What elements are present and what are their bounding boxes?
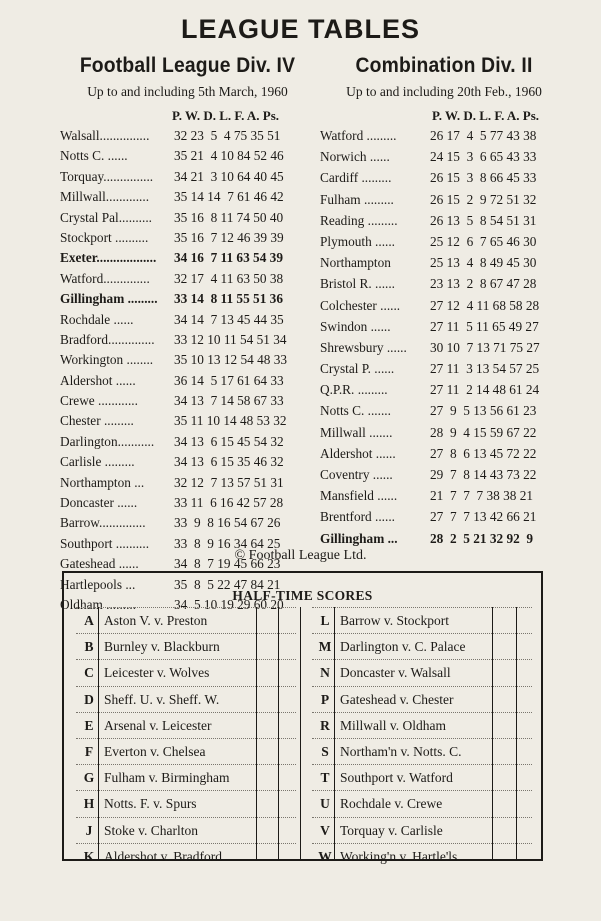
half-time-row	[312, 712, 532, 738]
team-name: Notts C. .......	[320, 403, 391, 419]
match-letter: A	[84, 613, 94, 628]
half-time-row	[312, 607, 532, 633]
team-name: Rochdale ......	[60, 311, 134, 327]
team-stats: 32 23 5 4 75 35 51	[174, 128, 281, 143]
half-time-row	[76, 686, 296, 712]
team-stats: 25 13 4 8 49 45 30	[430, 255, 537, 271]
team-name: Reading .........	[320, 212, 398, 228]
team-stats: 34 13 7 14 58 67 33	[174, 393, 284, 409]
team-stats: 32 17 4 11 63 50 38	[174, 270, 284, 286]
match-name: Stoke v. Charlton	[104, 822, 198, 838]
combination-subtitle: Up to and including 20th Feb., 1960	[346, 84, 542, 99]
team-name: Hartlepools ...	[60, 576, 136, 592]
team-stats: 30 10 7 13 71 75 27	[430, 339, 540, 355]
team-name: Darlington...........	[60, 433, 155, 449]
team-name: Q.P.R. .........	[320, 382, 388, 398]
team-stats: 27 8 6 13 45 72 22	[430, 445, 537, 461]
team-stats: 35 16 7 12 46 39 39	[174, 229, 284, 245]
team-name: Aldershot ......	[60, 372, 136, 388]
div-iv-column-headers: P. W. D. L. F. A. Ps.	[172, 108, 280, 123]
team-stats: 26 15 2 9 72 51 32	[430, 191, 537, 207]
team-stats: 27 12 4 11 68 58 28	[430, 297, 540, 313]
half-time-row	[312, 633, 532, 659]
team-stats: 32 12 7 13 57 51 31	[174, 474, 284, 490]
team-name: Gillingham ...	[320, 530, 398, 546]
match-name: Notts. F. v. Spurs	[104, 796, 197, 812]
team-stats: 35 21 4 10 84 52 46	[174, 148, 284, 164]
match-letter: B	[84, 639, 94, 655]
team-stats: 34 5 10 19 29 60 20	[174, 596, 284, 612]
team-stats: 21 7 7 7 38 38 21	[430, 488, 534, 504]
div-iv-header	[60, 54, 315, 100]
team-name: Crystal Pal..........	[60, 209, 152, 225]
match-letter: W	[318, 848, 332, 864]
half-time-row	[76, 712, 296, 738]
team-name: Bristol R. ......	[320, 276, 395, 292]
half-time-scores-box	[62, 571, 543, 864]
team-name: Aldershot ......	[320, 445, 396, 461]
team-stats: 34 13 6 15 35 46 32	[174, 454, 284, 470]
team-name: Northampton ...	[60, 474, 145, 490]
match-letter: U	[320, 796, 330, 812]
team-name: Barrow..............	[60, 515, 146, 531]
half-time-row	[76, 738, 296, 764]
half-time-row	[312, 764, 532, 790]
team-name: Millwall .......	[320, 424, 393, 440]
team-name: Mansfield ......	[320, 488, 398, 504]
match-name: Everton v. Chelsea	[104, 743, 206, 759]
team-name: Notts C. ......	[60, 148, 128, 164]
combination-title: Combination Div. II	[355, 54, 533, 77]
team-stats: 34 21 3 10 64 40 45	[174, 168, 284, 184]
team-name: Swindon ......	[320, 318, 391, 334]
match-letter: J	[85, 822, 93, 838]
match-name: Arsenal v. Leicester	[104, 717, 212, 733]
half-time-row	[312, 817, 532, 843]
team-stats: 24 15 3 6 65 43 33	[430, 149, 537, 165]
team-stats: 27 7 7 13 42 66 21	[430, 509, 537, 525]
team-name: Crewe ............	[60, 393, 138, 409]
match-letter: N	[320, 665, 330, 681]
team-stats: 35 8 5 22 47 84 21	[174, 576, 281, 592]
match-name: Torquay v. Carlisle	[340, 822, 443, 838]
team-stats: 33 9 8 16 54 67 26	[174, 515, 281, 531]
team-name: Watford .........	[320, 128, 397, 143]
copyright-note: © Football League Ltd.	[234, 548, 367, 563]
half-time-row	[312, 843, 532, 869]
team-name: Crystal P. ......	[320, 361, 395, 377]
team-name: Carlisle .........	[60, 454, 135, 470]
half-time-row	[312, 659, 532, 685]
half-time-right-column	[312, 607, 532, 869]
team-stats: 26 17 4 5 77 43 38	[430, 128, 537, 143]
team-name: Cardiff .........	[320, 170, 392, 186]
match-letter: P	[320, 691, 330, 707]
match-name: Northam'n v. Notts. C.	[340, 743, 462, 759]
divider	[300, 607, 301, 859]
match-letter: M	[318, 639, 332, 655]
team-name: Exeter..................	[60, 250, 157, 266]
match-letter: F	[84, 743, 94, 759]
team-stats: 26 13 5 8 54 51 31	[430, 212, 537, 228]
team-name: Bradford..............	[60, 331, 155, 347]
match-name: Millwall v. Oldham	[340, 717, 446, 733]
team-name: Workington ........	[60, 352, 154, 368]
half-time-row	[76, 790, 296, 816]
team-stats: 29 7 8 14 43 73 22	[430, 467, 537, 482]
team-name: Watford..............	[60, 270, 150, 286]
match-letter: T	[320, 770, 330, 786]
team-name: Doncaster ......	[60, 495, 138, 511]
half-time-row	[76, 633, 296, 659]
team-stats: 34 8 7 19 45 66 23	[174, 556, 281, 572]
team-name: Colchester ......	[320, 297, 401, 313]
match-name: Darlington v. C. Palace	[340, 639, 466, 655]
half-time-row	[76, 659, 296, 685]
match-name: Barrow v. Stockport	[340, 613, 449, 628]
match-letter: H	[83, 796, 95, 812]
combination-header	[320, 54, 568, 100]
team-name: Millwall.............	[60, 189, 150, 205]
match-letter: K	[83, 848, 95, 864]
half-time-left-column	[76, 607, 296, 869]
page-title: LEAGUE TABLES	[180, 14, 420, 44]
team-name: Southport ..........	[60, 535, 150, 551]
team-stats: 34 16 7 11 63 54 39	[174, 250, 283, 266]
team-stats: 35 14 14 7 61 46 42	[174, 189, 284, 205]
team-stats: 33 8 9 16 34 64 25	[174, 535, 281, 551]
match-letter: E	[84, 717, 94, 733]
team-stats: 27 11 5 11 65 49 27	[430, 318, 539, 334]
half-time-title: HALF-TIME SCORES	[232, 588, 373, 603]
team-name: Gateshead ......	[60, 556, 139, 572]
team-stats: 36 14 5 17 61 64 33	[174, 372, 284, 388]
team-name: Chester .........	[60, 413, 134, 429]
half-time-row	[76, 764, 296, 790]
team-name: Brentford ......	[320, 509, 395, 525]
team-name: Fulham .........	[320, 191, 394, 207]
team-name: Stockport ..........	[60, 229, 149, 245]
team-stats: 33 11 6 16 42 57 28	[174, 495, 284, 511]
match-letter: L	[320, 613, 330, 628]
team-stats: 34 14 7 13 45 44 35	[174, 311, 284, 327]
div-iv-title: Football League Div. IV	[79, 54, 296, 77]
team-stats: 28 9 4 15 59 67 22	[430, 424, 537, 440]
match-name: Sheff. U. v. Sheff. W.	[104, 691, 220, 707]
team-name: Plymouth ......	[320, 233, 395, 249]
team-stats: 35 10 13 12 54 48 33	[174, 352, 288, 368]
team-stats: 26 15 3 8 66 45 33	[430, 170, 537, 186]
team-name: Northampton	[320, 255, 391, 271]
half-time-row	[76, 843, 296, 869]
team-name: Oldham .........	[60, 596, 137, 612]
match-letter: V	[320, 822, 330, 838]
team-stats: 28 2 5 21 32 92 9	[430, 530, 534, 546]
half-time-row	[312, 790, 532, 816]
team-stats: 27 9 5 13 56 61 23	[430, 403, 537, 419]
match-letter: D	[84, 691, 94, 707]
team-name: Gillingham .........	[60, 291, 158, 307]
team-stats: 34 13 6 15 45 54 32	[174, 433, 284, 449]
team-stats: 35 11 10 14 48 53 32	[174, 413, 287, 429]
match-name: Aston V. v. Preston	[104, 613, 208, 628]
match-name: Rochdale v. Crewe	[340, 796, 443, 812]
team-name: Norwich ......	[320, 149, 390, 165]
match-name: Doncaster v. Walsall	[340, 665, 451, 681]
team-name: Walsall...............	[60, 128, 150, 143]
match-name: Leicester v. Wolves	[104, 665, 210, 681]
match-name: Southport v. Watford	[340, 770, 453, 786]
match-name: Fulham v. Birmingham	[104, 770, 230, 786]
half-time-row	[76, 817, 296, 843]
team-stats: 27 11 3 13 54 57 25	[430, 361, 540, 377]
team-name: Torquay...............	[60, 168, 154, 184]
half-time-row	[312, 686, 532, 712]
match-letter: C	[84, 665, 94, 681]
team-stats: 33 14 8 11 55 51 36	[174, 291, 283, 307]
half-time-row	[76, 607, 296, 633]
team-stats: 25 12 6 7 65 46 30	[430, 233, 537, 249]
div-iv-subtitle: Up to and including 5th March, 1960	[87, 84, 288, 99]
combination-column-headers: P. W. D. L. F. A. Ps.	[432, 108, 540, 123]
half-time-row	[312, 738, 532, 764]
team-name: Coventry ......	[320, 467, 393, 482]
team-stats: 33 12 10 11 54 51 34	[174, 331, 287, 347]
match-name: Aldershot v. Bradford	[104, 848, 222, 864]
match-letter: S	[321, 743, 329, 759]
match-letter: R	[320, 717, 330, 733]
team-stats: 35 16 8 11 74 50 40	[174, 209, 284, 225]
team-stats: 23 13 2 8 67 47 28	[430, 276, 537, 292]
match-name: Burnley v. Blackburn	[104, 639, 220, 655]
match-name: Gateshead v. Chester	[340, 691, 454, 707]
team-stats: 27 11 2 14 48 61 24	[430, 382, 540, 398]
match-name: Working'n v. Hartle'ls	[340, 848, 458, 864]
match-letter: G	[83, 770, 95, 786]
team-name: Shrewsbury ......	[320, 339, 407, 355]
